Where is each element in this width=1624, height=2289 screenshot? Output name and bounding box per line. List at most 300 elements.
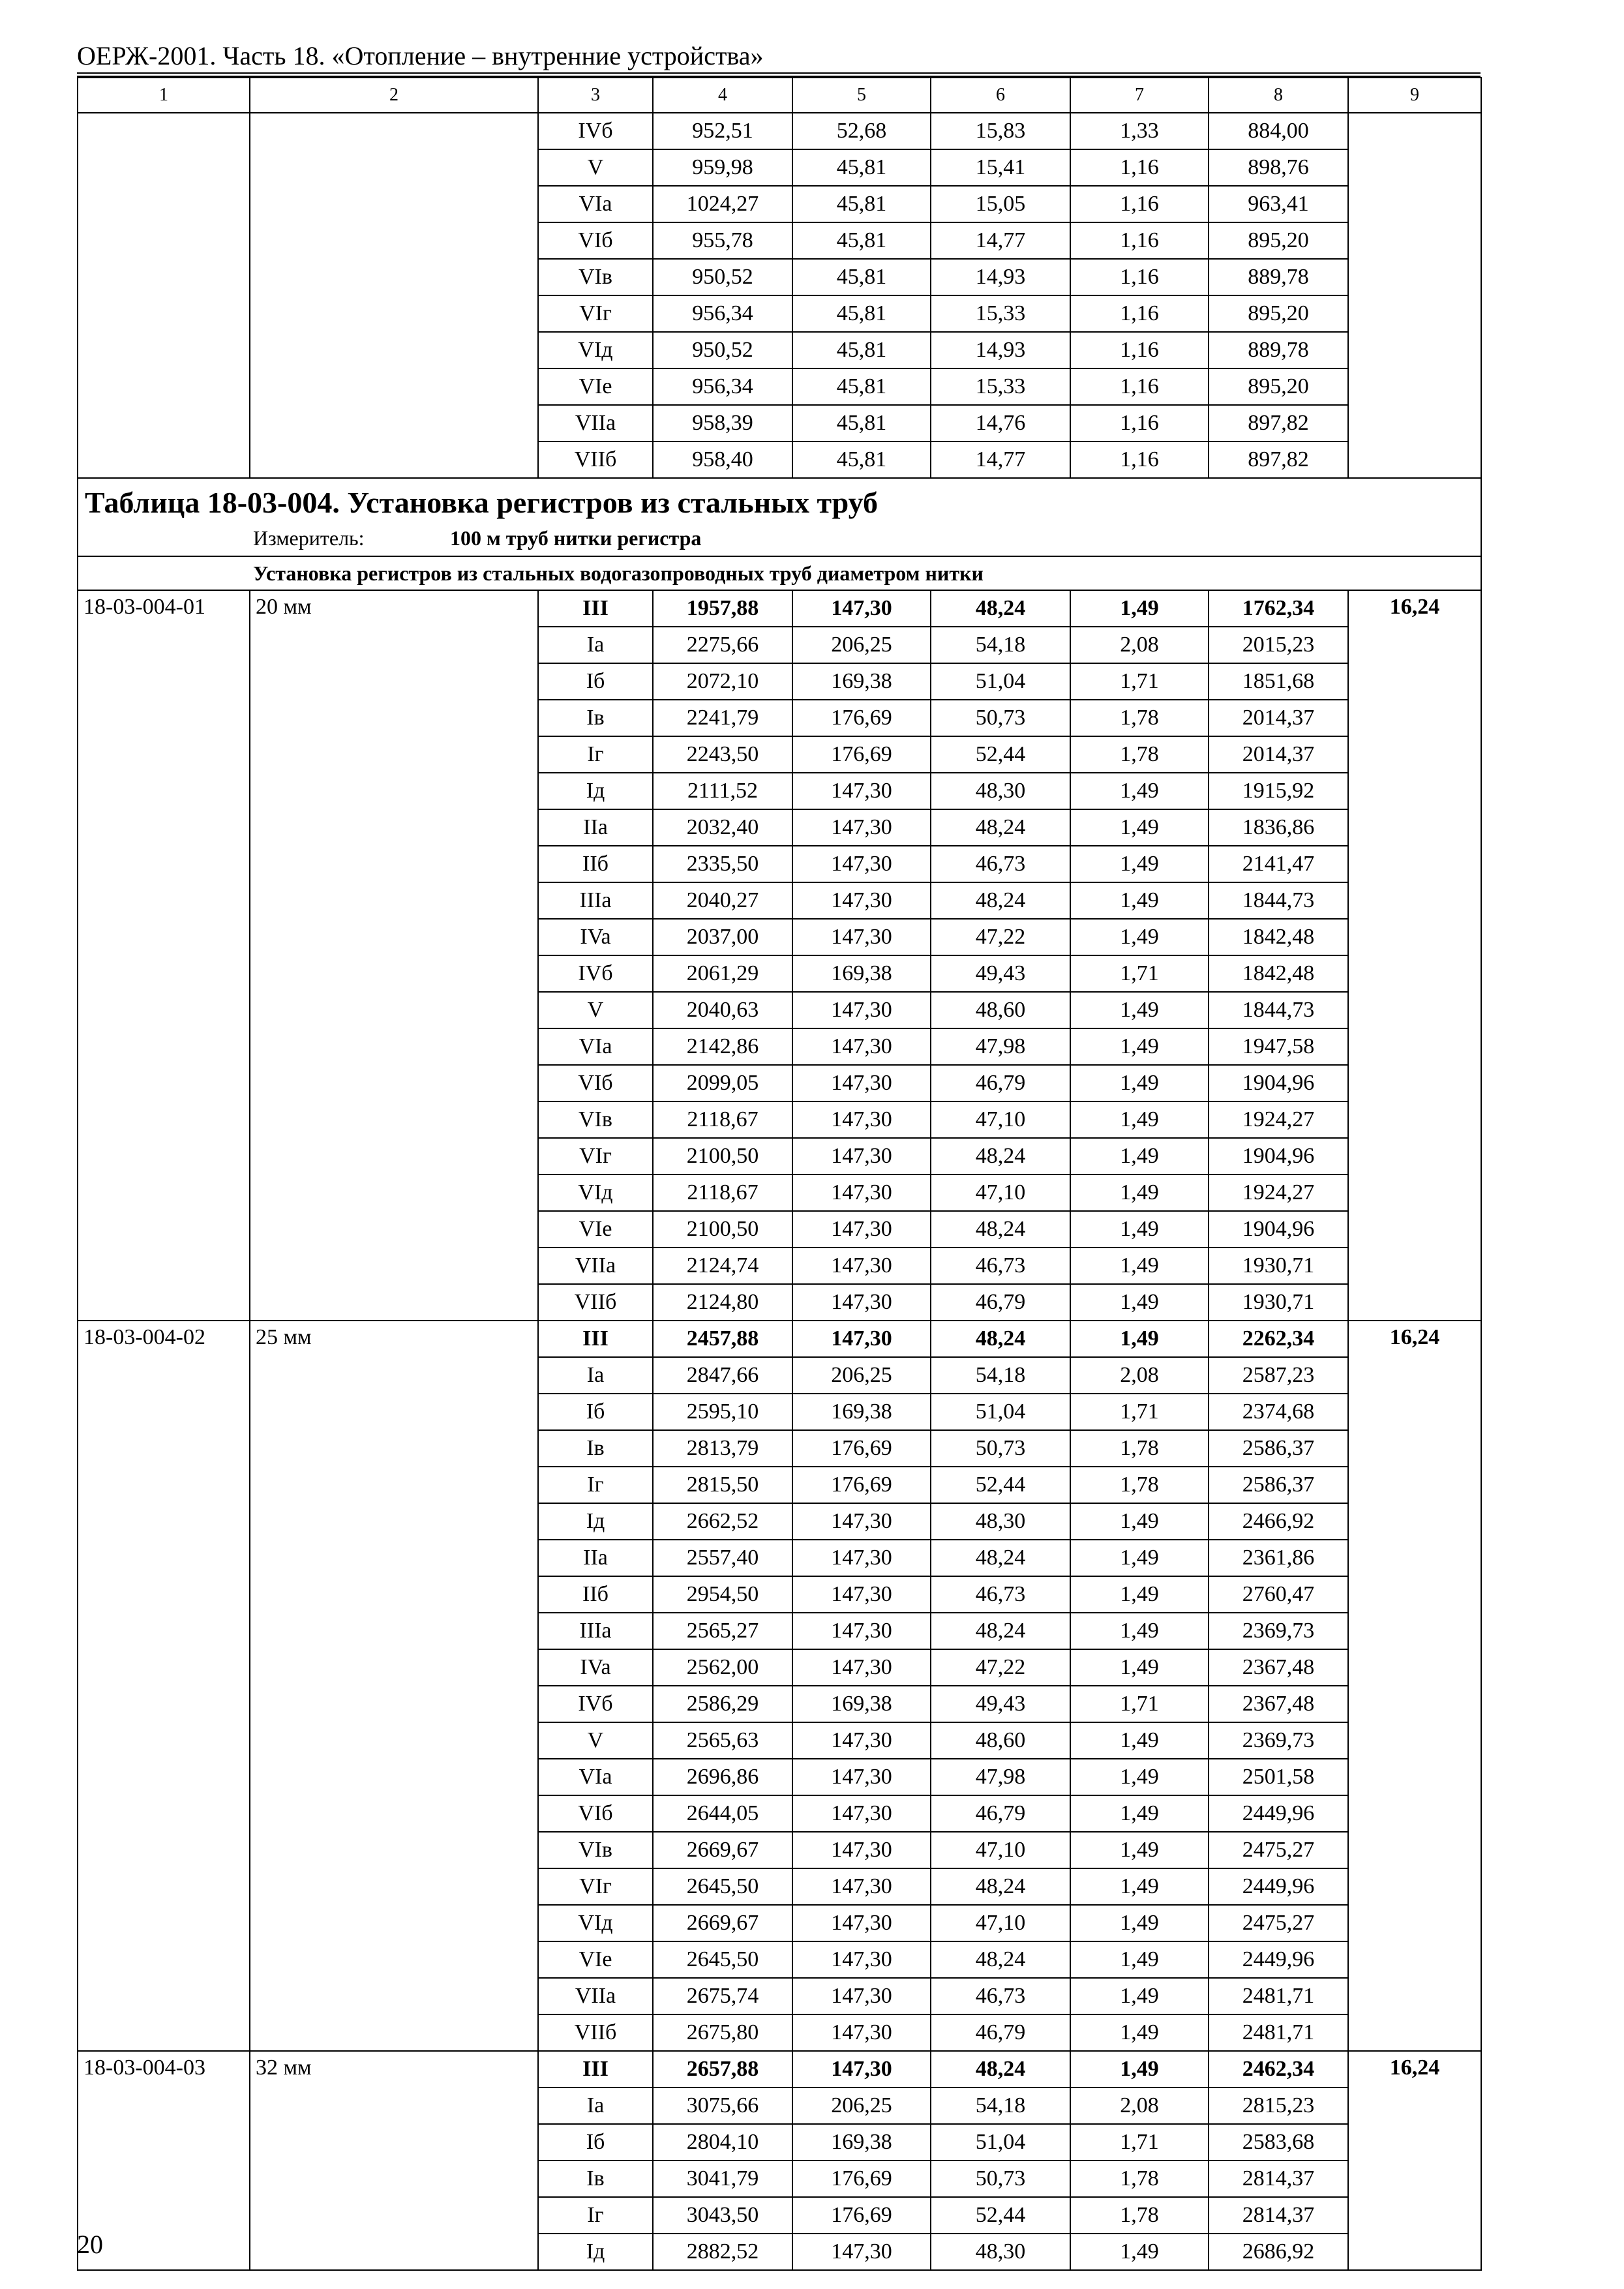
value-cell-c4: 2072,10: [653, 663, 792, 700]
value-cell-c6: 46,73: [931, 1576, 1070, 1613]
value-cell-c4: 950,52: [653, 259, 792, 295]
value-cell-c8: 2586,37: [1209, 1467, 1348, 1503]
value-cell-c8: 2466,92: [1209, 1503, 1348, 1540]
value-cell-c6: 47,10: [931, 1174, 1070, 1211]
zone-cell: VIб: [538, 1795, 653, 1832]
code-cell-empty: [78, 113, 250, 478]
value-cell-c7: 1,49: [1070, 1321, 1209, 1357]
zone-cell: Iб: [538, 2124, 653, 2161]
value-cell-c7: 1,49: [1070, 1503, 1209, 1540]
value-cell-c7: 1,78: [1070, 1467, 1209, 1503]
value-cell-c4: 2142,86: [653, 1028, 792, 1065]
value-cell-c5: 169,38: [792, 1394, 931, 1430]
value-cell-c8: 1904,96: [1209, 1065, 1348, 1101]
value-cell-c8: 2587,23: [1209, 1357, 1348, 1394]
zone-cell: Iв: [538, 1430, 653, 1467]
value-cell-c7: 1,16: [1070, 441, 1209, 478]
unit-value: 100 м труб нитки регистра: [450, 526, 702, 550]
zone-cell: VIг: [538, 1138, 653, 1174]
value-cell-c4: 2124,80: [653, 1284, 792, 1321]
value-cell-c8: 1842,48: [1209, 919, 1348, 955]
value-cell-c5: 169,38: [792, 955, 931, 992]
value-cell-c7: 1,49: [1070, 1284, 1209, 1321]
value-cell-c6: 46,79: [931, 1795, 1070, 1832]
zone-cell: V: [538, 149, 653, 186]
value-cell-c5: 147,30: [792, 1284, 931, 1321]
value-cell-c4: 2847,66: [653, 1357, 792, 1394]
value-cell-c8: 1930,71: [1209, 1248, 1348, 1284]
value-cell-c8: 963,41: [1209, 186, 1348, 222]
table-row: [78, 2051, 1481, 2087]
zone-cell: IVa: [538, 1649, 653, 1686]
value-cell-c6: 48,24: [931, 809, 1070, 846]
value-cell-c8: 2475,27: [1209, 1832, 1348, 1868]
pipe-diameter: 25 мм: [250, 1321, 538, 2051]
value-cell-c7: 1,49: [1070, 1941, 1209, 1978]
value-cell-c4: 956,34: [653, 295, 792, 332]
value-cell-c6: 46,73: [931, 846, 1070, 882]
value-cell-c6: 48,30: [931, 1503, 1070, 1540]
value-cell-c8: 1851,68: [1209, 663, 1348, 700]
value-cell-c4: 2100,50: [653, 1211, 792, 1248]
value-cell-c5: 147,30: [792, 1868, 931, 1905]
value-cell-c7: 1,49: [1070, 1832, 1209, 1868]
table-title-row: [78, 478, 1481, 556]
value-cell-c6: 48,24: [931, 1540, 1070, 1576]
value-cell-c5: 45,81: [792, 332, 931, 368]
column-number: 4: [653, 78, 792, 113]
value-cell-c5: 176,69: [792, 2161, 931, 2197]
value-cell-c5: 45,81: [792, 222, 931, 259]
table-title-cell: [78, 478, 1481, 556]
value-cell-c7: 1,71: [1070, 1394, 1209, 1430]
zone-cell: III: [538, 1321, 653, 1357]
rate-code: 18-03-004-03: [78, 2051, 250, 2270]
value-cell-c8: 2014,37: [1209, 736, 1348, 773]
value-cell-c4: 2804,10: [653, 2124, 792, 2161]
value-cell-c6: 48,24: [931, 882, 1070, 919]
value-cell-c4: 2457,88: [653, 1321, 792, 1357]
value-cell-c7: 1,71: [1070, 1686, 1209, 1722]
value-cell-c5: 206,25: [792, 2087, 931, 2124]
value-cell-c4: 2562,00: [653, 1649, 792, 1686]
page-number: 20: [77, 2230, 103, 2259]
value-cell-c6: 47,10: [931, 1101, 1070, 1138]
value-cell-c5: 147,30: [792, 1649, 931, 1686]
value-cell-c5: 147,30: [792, 919, 931, 955]
value-cell-c8: 2369,73: [1209, 1613, 1348, 1649]
table-row: [78, 590, 1481, 627]
value-cell-c4: 2040,63: [653, 992, 792, 1028]
value-cell-c5: 147,30: [792, 1759, 931, 1795]
value-cell-c7: 1,49: [1070, 1540, 1209, 1576]
value-cell-c4: 2565,27: [653, 1613, 792, 1649]
value-cell-c7: 1,49: [1070, 590, 1209, 627]
value-cell-c5: 147,30: [792, 1613, 931, 1649]
value-cell-c8: 2481,71: [1209, 2014, 1348, 2051]
value-cell-c8: 1904,96: [1209, 1211, 1348, 1248]
value-cell-c5: 147,30: [792, 1503, 931, 1540]
value-cell-c7: 1,71: [1070, 955, 1209, 992]
zone-cell: VIд: [538, 1174, 653, 1211]
value-cell-c5: 169,38: [792, 663, 931, 700]
value-cell-c8: 1844,73: [1209, 882, 1348, 919]
value-cell-c7: 1,78: [1070, 700, 1209, 736]
value-cell-c4: 2275,66: [653, 627, 792, 663]
value-cell-c8: 2262,34: [1209, 1321, 1348, 1357]
value-cell-c4: 2100,50: [653, 1138, 792, 1174]
value-cell-c8: 2367,48: [1209, 1649, 1348, 1686]
value-cell-c8: 2369,73: [1209, 1722, 1348, 1759]
value-cell-c5: 147,30: [792, 1832, 931, 1868]
labor-total: 16,24: [1348, 1321, 1481, 2051]
zone-cell: Ia: [538, 1357, 653, 1394]
value-cell-c6: 48,30: [931, 2234, 1070, 2270]
value-cell-c8: 2449,96: [1209, 1941, 1348, 1978]
value-cell-c7: 1,49: [1070, 1759, 1209, 1795]
value-cell-c4: 950,52: [653, 332, 792, 368]
value-cell-c5: 52,68: [792, 113, 931, 149]
value-cell-c6: 49,43: [931, 955, 1070, 992]
value-cell-c8: 895,20: [1209, 368, 1348, 405]
value-cell-c6: 51,04: [931, 1394, 1070, 1430]
column-number: 3: [538, 78, 653, 113]
value-cell-c6: 47,98: [931, 1759, 1070, 1795]
value-cell-c4: 1024,27: [653, 186, 792, 222]
zone-cell: IIIa: [538, 882, 653, 919]
zone-cell: VIв: [538, 1832, 653, 1868]
value-cell-c5: 147,30: [792, 1065, 931, 1101]
value-cell-c6: 46,73: [931, 1248, 1070, 1284]
value-cell-c8: 2449,96: [1209, 1795, 1348, 1832]
zone-cell: IIIa: [538, 1613, 653, 1649]
value-cell-c6: 54,18: [931, 1357, 1070, 1394]
zone-cell: VIIa: [538, 1978, 653, 2014]
value-cell-c8: 895,20: [1209, 295, 1348, 332]
value-cell-c4: 2644,05: [653, 1795, 792, 1832]
value-cell-c8: 889,78: [1209, 332, 1348, 368]
value-cell-c7: 1,49: [1070, 919, 1209, 955]
value-cell-c6: 14,93: [931, 259, 1070, 295]
value-cell-c8: 1924,27: [1209, 1174, 1348, 1211]
value-cell-c8: 2475,27: [1209, 1905, 1348, 1941]
column-number-row: [78, 78, 1481, 113]
column-number: 7: [1070, 78, 1209, 113]
zone-cell: VIг: [538, 295, 653, 332]
zone-cell: VIe: [538, 1211, 653, 1248]
value-cell-c8: 2449,96: [1209, 1868, 1348, 1905]
zone-cell: V: [538, 1722, 653, 1759]
value-cell-c6: 15,41: [931, 149, 1070, 186]
value-cell-c6: 52,44: [931, 1467, 1070, 1503]
value-cell-c4: 2815,50: [653, 1467, 792, 1503]
value-cell-c6: 50,73: [931, 1430, 1070, 1467]
value-cell-c4: 2118,67: [653, 1174, 792, 1211]
zone-cell: Ia: [538, 627, 653, 663]
value-cell-c5: 176,69: [792, 1467, 931, 1503]
value-cell-c5: 45,81: [792, 441, 931, 478]
value-cell-c7: 1,33: [1070, 113, 1209, 149]
zone-cell: IIa: [538, 809, 653, 846]
value-cell-c7: 1,16: [1070, 222, 1209, 259]
zone-cell: Iв: [538, 700, 653, 736]
value-cell-c4: 2040,27: [653, 882, 792, 919]
value-cell-c4: 2335,50: [653, 846, 792, 882]
value-cell-c7: 1,78: [1070, 736, 1209, 773]
value-cell-c4: 2557,40: [653, 1540, 792, 1576]
value-cell-c7: 1,16: [1070, 405, 1209, 441]
value-cell-c6: 52,44: [931, 736, 1070, 773]
value-cell-c7: 1,16: [1070, 332, 1209, 368]
value-cell-c6: 46,73: [931, 1978, 1070, 2014]
zone-cell: Ia: [538, 2087, 653, 2124]
value-cell-c5: 147,30: [792, 1540, 931, 1576]
zone-cell: VIIб: [538, 2014, 653, 2051]
value-cell-c6: 49,43: [931, 1686, 1070, 1722]
zone-cell: IVб: [538, 113, 653, 149]
value-cell-c4: 955,78: [653, 222, 792, 259]
value-cell-c6: 46,79: [931, 2014, 1070, 2051]
value-cell-c5: 45,81: [792, 295, 931, 332]
value-cell-c4: 956,34: [653, 368, 792, 405]
value-cell-c8: 2760,47: [1209, 1576, 1348, 1613]
value-cell-c6: 48,30: [931, 773, 1070, 809]
value-cell-c6: 15,33: [931, 368, 1070, 405]
value-cell-c7: 1,49: [1070, 2234, 1209, 2270]
zone-cell: VIб: [538, 1065, 653, 1101]
value-cell-c6: 14,93: [931, 332, 1070, 368]
zone-cell: Iд: [538, 773, 653, 809]
value-cell-c7: 1,49: [1070, 1649, 1209, 1686]
zone-cell: IIб: [538, 846, 653, 882]
value-cell-c8: 898,76: [1209, 149, 1348, 186]
value-cell-c6: 48,24: [931, 590, 1070, 627]
value-cell-c5: 169,38: [792, 2124, 931, 2161]
value-cell-c6: 48,24: [931, 1941, 1070, 1978]
zone-cell: VIIб: [538, 1284, 653, 1321]
value-cell-c7: 1,71: [1070, 663, 1209, 700]
value-cell-c4: 959,98: [653, 149, 792, 186]
value-cell-c7: 1,49: [1070, 1065, 1209, 1101]
value-cell-c4: 2662,52: [653, 1503, 792, 1540]
zone-cell: VIд: [538, 332, 653, 368]
zone-cell: Iг: [538, 2197, 653, 2234]
value-cell-c6: 48,24: [931, 1211, 1070, 1248]
section-title: Установка регистров из стальных водогазопроводных труб диаметром нитки: [78, 556, 1481, 590]
value-cell-c5: 206,25: [792, 627, 931, 663]
value-cell-c4: 2954,50: [653, 1576, 792, 1613]
value-cell-c8: 1904,96: [1209, 1138, 1348, 1174]
value-cell-c7: 1,16: [1070, 368, 1209, 405]
value-cell-c6: 48,60: [931, 1722, 1070, 1759]
value-cell-c7: 1,49: [1070, 1248, 1209, 1284]
value-cell-c4: 2061,29: [653, 955, 792, 992]
value-cell-c8: 1844,73: [1209, 992, 1348, 1028]
value-cell-c5: 147,30: [792, 809, 931, 846]
value-cell-c4: 2118,67: [653, 1101, 792, 1138]
pipe-diameter: 32 мм: [250, 2051, 538, 2270]
zone-cell: Iд: [538, 2234, 653, 2270]
section-title-row: [78, 556, 1481, 590]
pipe-diameter: 20 мм: [250, 590, 538, 1321]
value-cell-c7: 1,16: [1070, 259, 1209, 295]
value-cell-c4: 3075,66: [653, 2087, 792, 2124]
zone-cell: Iв: [538, 2161, 653, 2197]
value-cell-c5: 176,69: [792, 700, 931, 736]
value-cell-c8: 897,82: [1209, 405, 1348, 441]
value-cell-c6: 15,05: [931, 186, 1070, 222]
value-cell-c6: 47,22: [931, 919, 1070, 955]
value-cell-c8: 2586,37: [1209, 1430, 1348, 1467]
value-cell-c8: 2374,68: [1209, 1394, 1348, 1430]
zone-cell: VIe: [538, 368, 653, 405]
value-cell-c5: 45,81: [792, 368, 931, 405]
column-number: 8: [1209, 78, 1348, 113]
column-number: 5: [792, 78, 931, 113]
zone-cell: III: [538, 590, 653, 627]
zone-cell: IIa: [538, 1540, 653, 1576]
value-cell-c8: 2014,37: [1209, 700, 1348, 736]
value-cell-c7: 1,49: [1070, 1905, 1209, 1941]
value-cell-c5: 45,81: [792, 259, 931, 295]
value-cell-c8: 1915,92: [1209, 773, 1348, 809]
column-number: 9: [1348, 78, 1481, 113]
value-cell-c5: 147,30: [792, 1795, 931, 1832]
value-cell-c8: 2361,86: [1209, 1540, 1348, 1576]
value-cell-c7: 2,08: [1070, 2087, 1209, 2124]
value-cell-c6: 48,24: [931, 1138, 1070, 1174]
zone-cell: Iд: [538, 1503, 653, 1540]
value-cell-c4: 2032,40: [653, 809, 792, 846]
rates-table: [77, 77, 1482, 2271]
value-cell-c7: 1,78: [1070, 2197, 1209, 2234]
value-cell-c5: 206,25: [792, 1357, 931, 1394]
value-cell-c5: 147,30: [792, 1722, 931, 1759]
value-cell-c6: 14,77: [931, 441, 1070, 478]
value-cell-c4: 2111,52: [653, 773, 792, 809]
value-cell-c5: 45,81: [792, 149, 931, 186]
value-cell-c4: 958,39: [653, 405, 792, 441]
zone-cell: III: [538, 2051, 653, 2087]
value-cell-c5: 147,30: [792, 1028, 931, 1065]
value-cell-c5: 147,30: [792, 1905, 931, 1941]
value-cell-c5: 147,30: [792, 882, 931, 919]
value-cell-c7: 1,49: [1070, 1138, 1209, 1174]
value-cell-c6: 47,22: [931, 1649, 1070, 1686]
value-cell-c6: 48,24: [931, 1613, 1070, 1649]
labor-total: 16,24: [1348, 590, 1481, 1321]
unit-label: Измеритель:: [253, 526, 365, 550]
value-cell-c5: 147,30: [792, 1138, 931, 1174]
rate-code: 18-03-004-01: [78, 590, 250, 1321]
value-cell-c5: 45,81: [792, 405, 931, 441]
value-cell-c8: 889,78: [1209, 259, 1348, 295]
value-cell-c4: 2645,50: [653, 1941, 792, 1978]
zone-cell: IIб: [538, 1576, 653, 1613]
value-cell-c8: 2481,71: [1209, 1978, 1348, 2014]
zone-cell: VIIa: [538, 405, 653, 441]
zone-cell: VIв: [538, 1101, 653, 1138]
value-cell-c8: 2814,37: [1209, 2161, 1348, 2197]
value-cell-c6: 46,79: [931, 1284, 1070, 1321]
value-cell-c8: 1947,58: [1209, 1028, 1348, 1065]
value-cell-c5: 147,30: [792, 1101, 931, 1138]
value-cell-c4: 2669,67: [653, 1905, 792, 1941]
value-cell-c4: 2586,29: [653, 1686, 792, 1722]
value-cell-c8: 2015,23: [1209, 627, 1348, 663]
value-cell-c4: 2645,50: [653, 1868, 792, 1905]
value-cell-c5: 176,69: [792, 736, 931, 773]
value-cell-c8: 2583,68: [1209, 2124, 1348, 2161]
value-cell-c6: 54,18: [931, 627, 1070, 663]
total-cell-empty: [1348, 113, 1481, 478]
column-number: 6: [931, 78, 1070, 113]
value-cell-c7: 1,49: [1070, 1613, 1209, 1649]
value-cell-c5: 147,30: [792, 2051, 931, 2087]
value-cell-c7: 1,49: [1070, 1868, 1209, 1905]
rate-code: 18-03-004-02: [78, 1321, 250, 2051]
value-cell-c5: 169,38: [792, 1686, 931, 1722]
value-cell-c7: 1,49: [1070, 1028, 1209, 1065]
value-cell-c8: 1924,27: [1209, 1101, 1348, 1138]
value-cell-c7: 2,08: [1070, 627, 1209, 663]
value-cell-c6: 15,33: [931, 295, 1070, 332]
zone-cell: Iг: [538, 736, 653, 773]
value-cell-c6: 14,77: [931, 222, 1070, 259]
zone-cell: VIa: [538, 186, 653, 222]
zone-cell: IVб: [538, 1686, 653, 1722]
labor-total: 16,24: [1348, 2051, 1481, 2270]
value-cell-c8: 2501,58: [1209, 1759, 1348, 1795]
value-cell-c4: 2657,88: [653, 2051, 792, 2087]
value-cell-c5: 176,69: [792, 2197, 931, 2234]
value-cell-c7: 1,49: [1070, 846, 1209, 882]
value-cell-c8: 1930,71: [1209, 1284, 1348, 1321]
zone-cell: VIг: [538, 1868, 653, 1905]
value-cell-c6: 48,24: [931, 1321, 1070, 1357]
value-cell-c8: 895,20: [1209, 222, 1348, 259]
value-cell-c7: 1,16: [1070, 295, 1209, 332]
value-cell-c7: 1,49: [1070, 773, 1209, 809]
value-cell-c6: 47,10: [931, 1905, 1070, 1941]
value-cell-c6: 50,73: [931, 700, 1070, 736]
value-cell-c5: 147,30: [792, 1248, 931, 1284]
value-cell-c4: 1957,88: [653, 590, 792, 627]
zone-cell: VIв: [538, 259, 653, 295]
value-cell-c8: 1762,34: [1209, 590, 1348, 627]
value-cell-c6: 48,60: [931, 992, 1070, 1028]
zone-cell: VIб: [538, 222, 653, 259]
value-cell-c5: 147,30: [792, 1321, 931, 1357]
value-cell-c4: 2696,86: [653, 1759, 792, 1795]
value-cell-c5: 147,30: [792, 1576, 931, 1613]
value-cell-c7: 1,49: [1070, 1211, 1209, 1248]
column-number: 2: [250, 78, 538, 113]
value-cell-c4: 2595,10: [653, 1394, 792, 1430]
value-cell-c6: 14,76: [931, 405, 1070, 441]
value-cell-c4: 2813,79: [653, 1430, 792, 1467]
value-cell-c7: 1,49: [1070, 1978, 1209, 2014]
table-row: [78, 113, 1481, 149]
value-cell-c8: 2141,47: [1209, 846, 1348, 882]
value-cell-c4: 2675,80: [653, 2014, 792, 2051]
value-cell-c4: 952,51: [653, 113, 792, 149]
zone-cell: VIIб: [538, 441, 653, 478]
value-cell-c5: 147,30: [792, 1941, 931, 1978]
zone-cell: Iг: [538, 1467, 653, 1503]
value-cell-c4: 2124,74: [653, 1248, 792, 1284]
zone-cell: Iб: [538, 1394, 653, 1430]
